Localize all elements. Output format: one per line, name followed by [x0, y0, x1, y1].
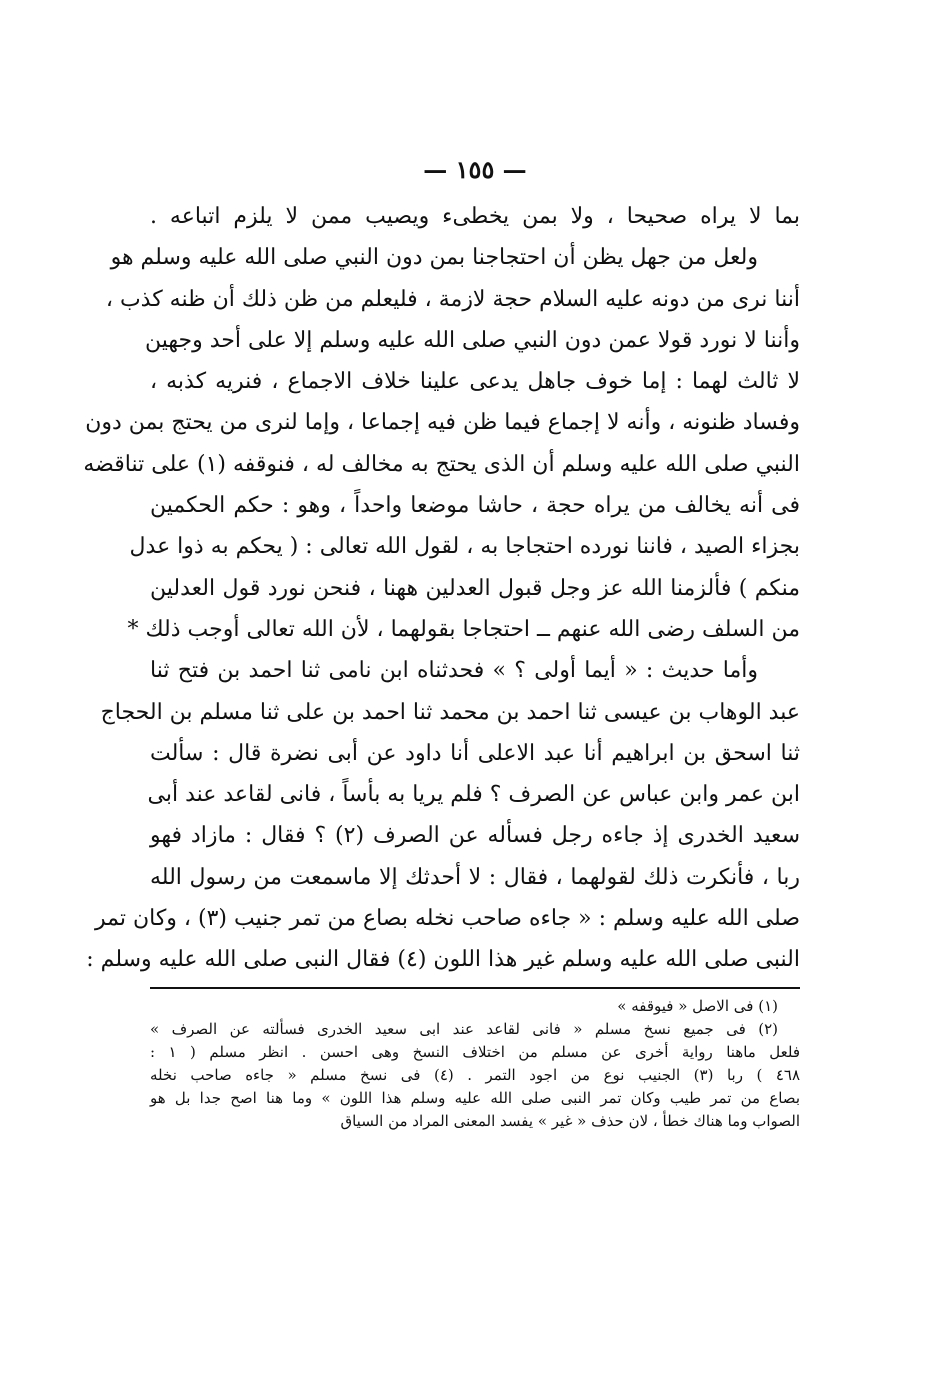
book-page	[83, 150, 801, 1280]
text-line: عبد الوهاب بن عيسى ثنا احمد بن محمد ثنا احمد بن على ثنا مسلم بن الحجاج	[100, 699, 800, 725]
text-line: النبى صلى الله عليه وسلم غير هذا اللون (٤) فقال النبى صلى الله عليه وسلم :	[86, 947, 800, 973]
text-line: ثنا اسحق بن ابراهيم أنا عبد الاعلى أنا داود عن أبى نضرة قال : سألت	[150, 740, 800, 766]
footnote-line: الصواب وما هناك خطأ ، لان حذف « غير » يفسد المعنى المراد من السياق	[340, 1111, 800, 1130]
text-line: من السلف رضى الله عنهم ــ احتجاجا بقولهما ، لأن الله تعالى أوجب ذلك *	[127, 616, 800, 642]
footnote-line: بصاع من تمر طيب وكان تمر النبى صلى الله عليه وسلم هذا اللون » وما هنا اصح جدا بل هو	[150, 1088, 800, 1107]
footnote-line: (٢) فى جميع نسخ مسلم « فانى لقاعد عند ابى سعيد الخدرى فسألته عن الصرف »	[150, 1019, 778, 1038]
text-line: ابن عمر وابن عباس عن الصرف ؟ فلم يريا به بأساً ، فانى لقاعد عند أبى	[147, 782, 800, 808]
text-line: النبي صلى الله عليه وسلم أن الذى يحتج به مخالف له ، فنوقفه (١) على تناقضه	[83, 451, 800, 477]
footnote-line: ٤٦٨ ) ربا (٣) الجنيب نوع من اجود التمر . (٤) فى نسخ مسلم « جاءه صاحب نخله	[150, 1065, 800, 1084]
text-line: وأننا لا نورد قولا عمن دون النبي صلى الله عليه وسلم إلا على أحد وجهين	[144, 327, 800, 353]
text-line: سعيد الخدرى إذ جاءه رجل فسأله عن الصرف (٢) ؟ فقال : مازاد فهو	[150, 823, 801, 849]
text-line: بجزاء الصيد ، فاننا نورده احتجاجا به ، لقول الله تعالى : ( يحكم به ذوا عدل	[129, 534, 800, 560]
footnotes	[150, 995, 800, 1133]
text-line: لا ثالث لهما : إما خوف جاهل يدعى علينا خلاف الاجماع ، فنريه كذبه ،	[150, 369, 800, 395]
text-line: أننا نرى من دونه عليه السلام حجة لازمة ، فليعلم من ظن ذلك أن ظنه كذب ،	[105, 286, 800, 312]
footnote-line: (١) فى الاصل « فيوقفه »	[617, 996, 778, 1015]
page-number: — ١٥٥ —	[423, 155, 527, 184]
text-line: منكم ) فألزمنا الله عز وجل قبول العدلين ههنا ، فنحن نورد قول العدلين	[150, 575, 800, 601]
text-line: فى أنه يخالف من يراه حجة ، حاشا موضعا واحداً ، وهو : حكم الحكمين	[150, 493, 800, 519]
footnote-line: فلعل ماهنا رواية أخرى عن مسلم من اختلاف النسخ وهى احسن . انظر مسلم ( ١ :	[150, 1042, 801, 1061]
text-line: بما لا يراه صحيحا ، ولا بمن يخطىء ويصيب ممن لا يلزم اتباعه .	[150, 204, 800, 229]
main-text	[83, 196, 801, 981]
footnote-divider	[150, 987, 800, 989]
text-line: وفساد ظنونه ، وأنه لا إجماع فيما ظن فيه إجماعا ، وإما لنرى من يحتج بمن دون	[85, 410, 800, 436]
text-line: ولعل من جهل يظن أن احتجاجنا بمن دون النبي صلى الله عليه وسلم هو	[110, 245, 758, 271]
text-line: صلى الله عليه وسلم : « جاءه صاحب نخله بصاع من تمر جنيب (٣) ، وكان تمر	[94, 906, 800, 932]
text-line: ربا ، فأنكرت ذلك لقولهما ، فقال : لا أحدثك إلا ماسمعت من رسول الله	[150, 864, 800, 890]
text-line: وأما حديث : « أيما أولى ؟ » فحدثناه ابن نامى ثنا احمد بن فتح ثنا	[150, 658, 758, 684]
